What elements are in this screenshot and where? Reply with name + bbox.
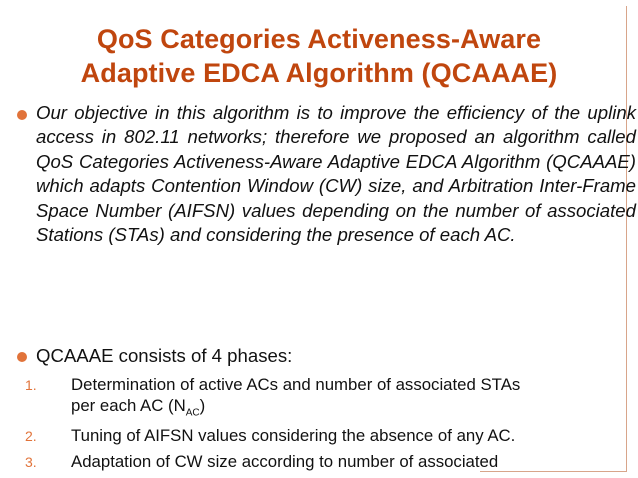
objective-paragraph: Our objective in this algorithm is to improve the efficiency of the uplink access in 802.11 networks; therefore we proposed an algorithm called QoS Categories Activeness-Aware Adaptive EDCA Algorithm (QCAAAE) which adapts Contention Window (CW) size, and Arbitration Inter-Frame Space Number (AIFSN) values depending on the number of associated Stations (STAs) and considering the presence of each AC. [36,102,636,246]
title-line-2: Adaptive EDCA Algorithm (QCAAAE) [80,58,558,88]
phase-text: Tuning of AIFSN values considering the absence of any AC. [71,426,516,445]
phases-intro: QCAAAE consists of 4 phases: [36,345,293,366]
phase-1-line-2-suffix: ) [199,396,206,415]
title-line-1: QoS Categories Activeness-Aware [96,24,542,54]
phase-1-line-2 [71,395,611,423]
phase-text: Adaptation of CW size according to number of associated [71,452,499,471]
phase-number: 3. [25,454,37,470]
bullet-dot-icon [17,352,27,362]
slide-title [0,22,638,90]
phase-1-line-2-prefix: per each AC (N [71,396,186,415]
phase-number: 1. [25,377,37,393]
phase-1-line-1: Determination of active ACs and number of associated STAs [71,375,521,394]
phase-1-subscript: AC [185,407,200,419]
bullet-dot-icon [17,110,27,120]
phase-text [71,374,611,423]
phase-number: 2. [25,428,37,444]
